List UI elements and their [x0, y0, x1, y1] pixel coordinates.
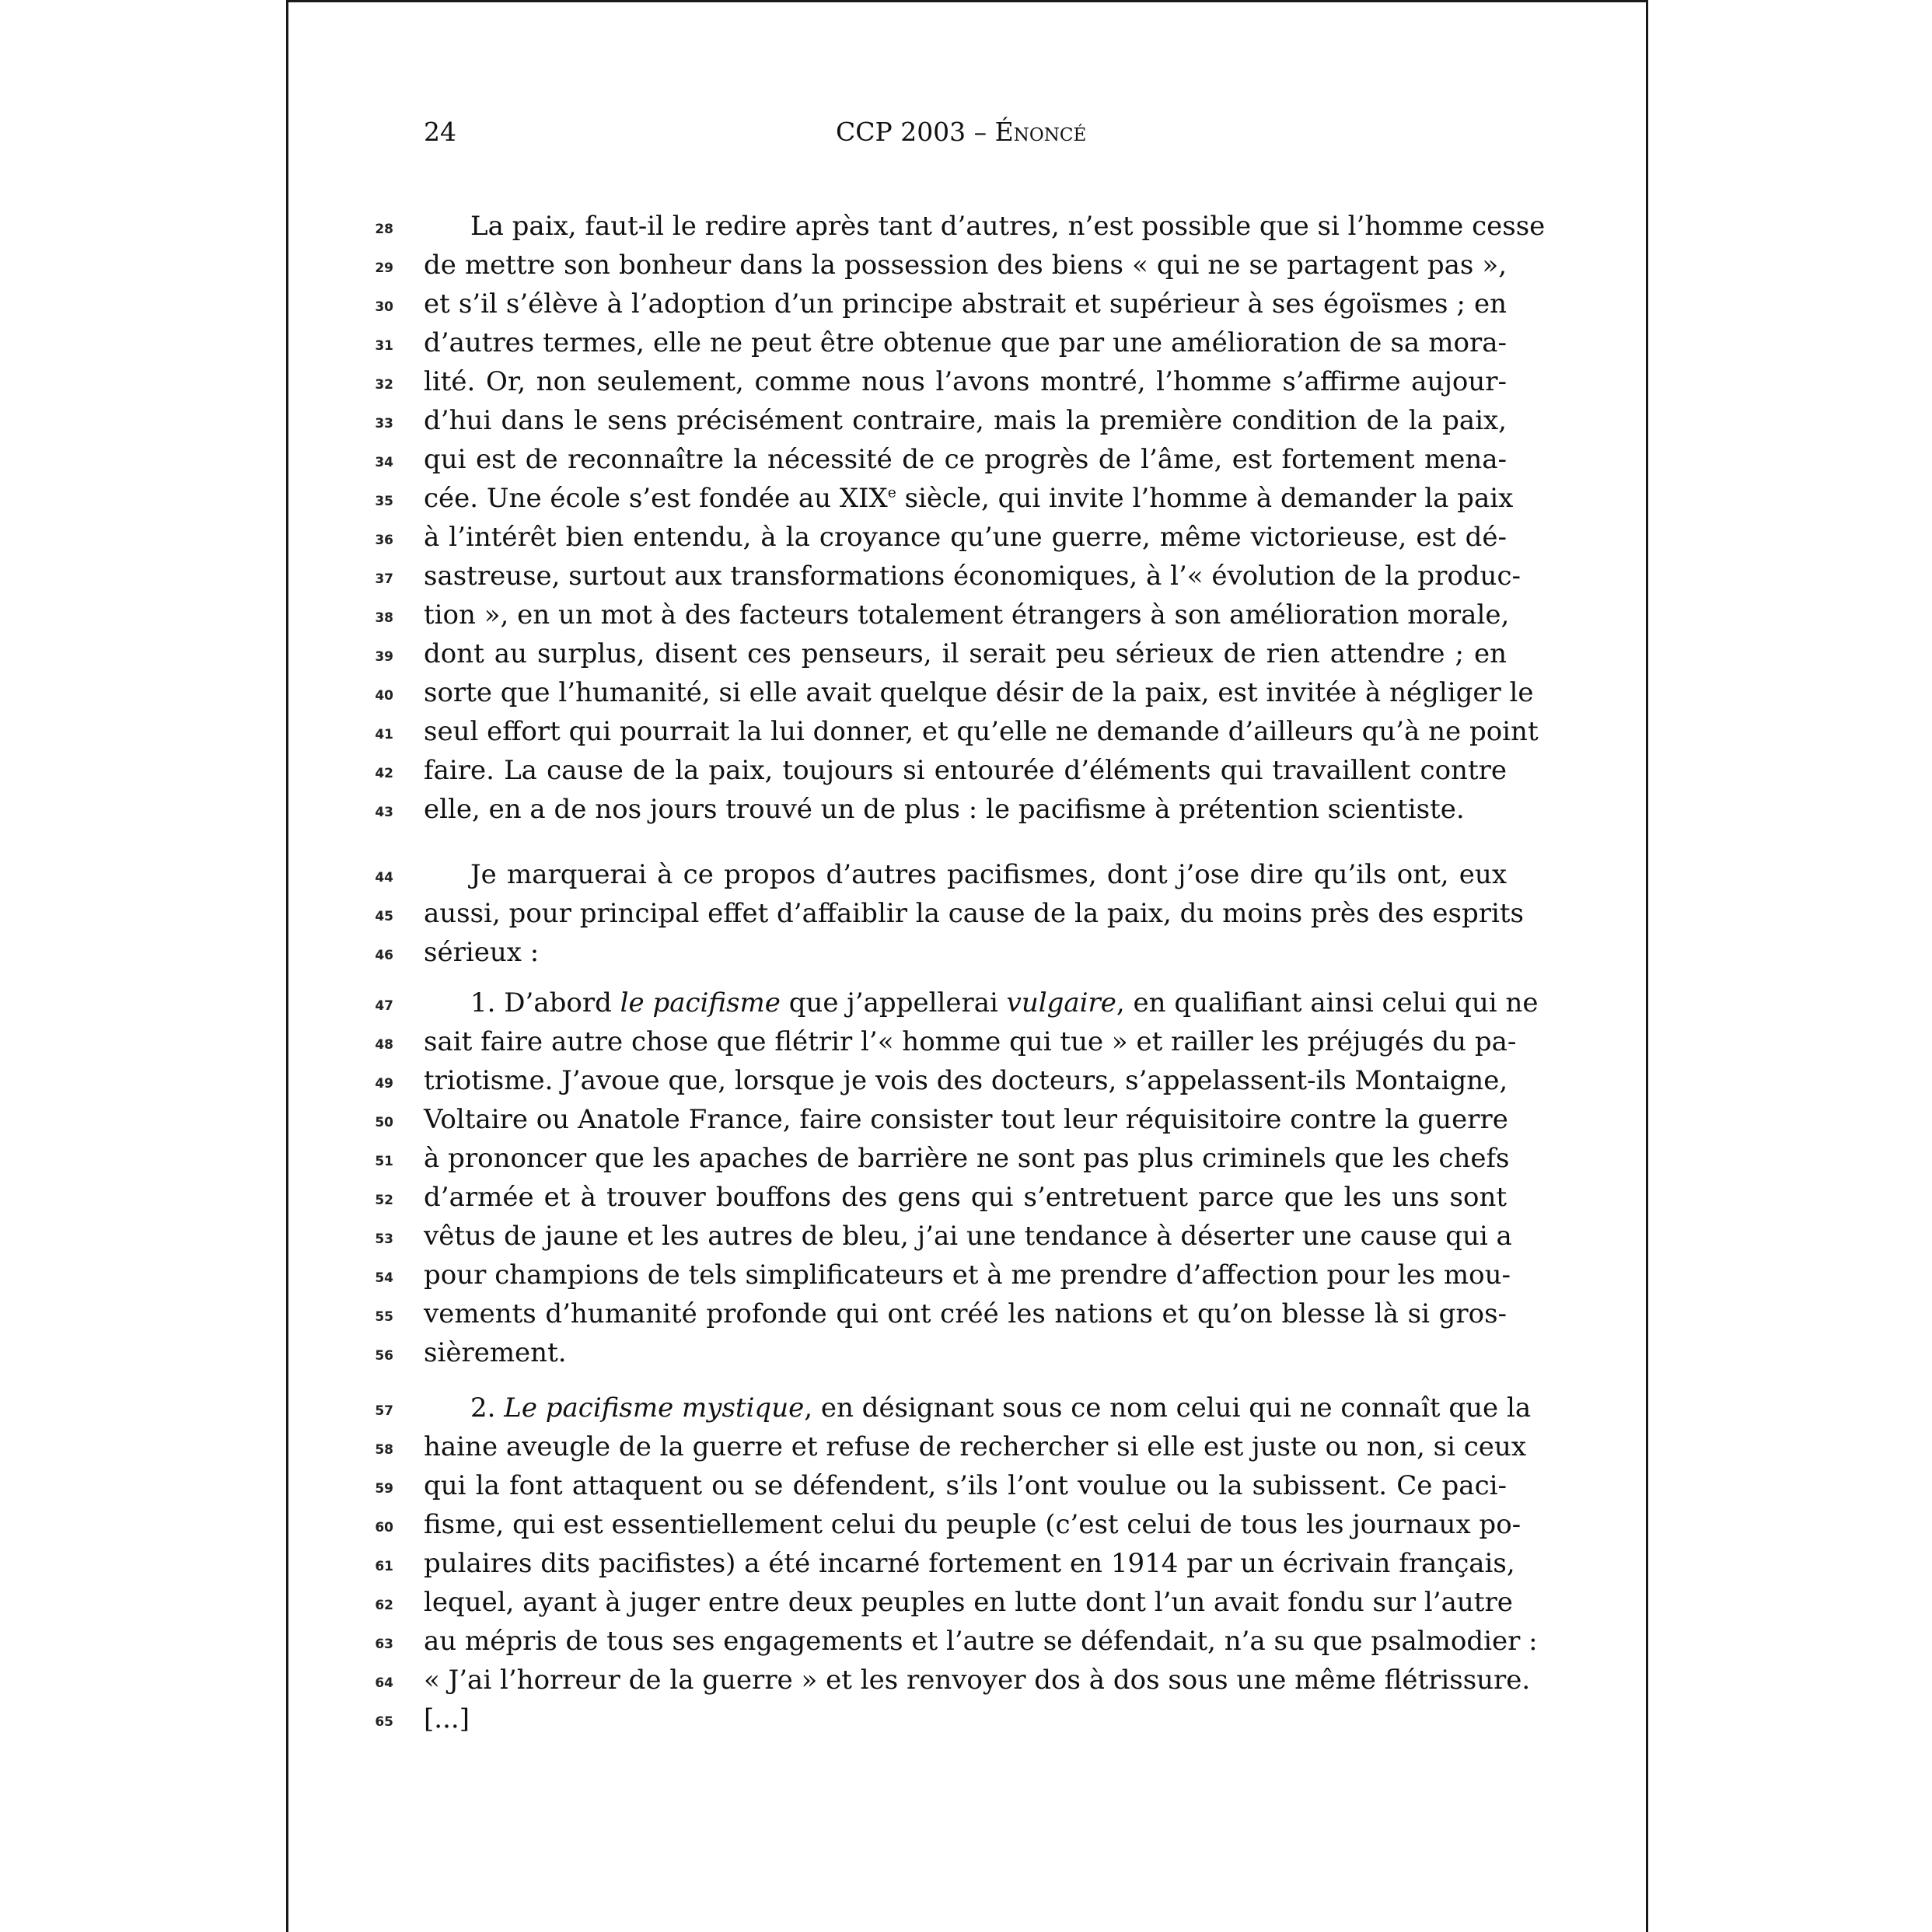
running-header	[836, 117, 1086, 147]
line-number: 47	[375, 998, 393, 1014]
text-line: au mépris de tous ses engagements et l’autre se défendait, n’a su que psalmodier :	[424, 1626, 1538, 1657]
line-number: 49	[375, 1076, 393, 1092]
line-number: 43	[375, 805, 393, 820]
line-number: 39	[375, 649, 393, 665]
line-number: 31	[375, 338, 393, 354]
running-header-main: CCP 2003 – É	[836, 117, 1014, 147]
line-number: 61	[375, 1559, 393, 1574]
line-number: 37	[375, 571, 393, 587]
text-run: 2.	[470, 1392, 505, 1424]
text-line: Je marquerai à ce propos d’autres pacifismes, dont j’ose dire qu’ils ont, eux	[470, 859, 1507, 890]
line-number: 46	[375, 948, 393, 963]
text-line: sait faire autre chose que flétrir l’« homme qui tue » et railler les préjugés du pa-	[424, 1026, 1517, 1057]
line-number: 34	[375, 455, 393, 470]
text-line: d’hui dans le sens précisément contraire, mais la première condition de la paix,	[424, 405, 1507, 436]
text-line	[424, 1392, 1532, 1424]
line-number: 35	[375, 494, 393, 509]
text-line: sorte que l’humanité, si elle avait quelque désir de la paix, est invitée à négliger le	[424, 677, 1534, 708]
line-number: 29	[375, 260, 393, 276]
text-line: fisme, qui est essentiellement celui du peuple (c’est celui de tous les journaux po-	[424, 1509, 1521, 1540]
text-line: « J’ai l’horreur de la guerre » et les renvoyer dos à dos sous une même flétrissure.	[424, 1665, 1531, 1696]
text-run: 1. D’abord	[470, 987, 620, 1018]
line-number: 36	[375, 533, 393, 548]
line-number: 30	[375, 299, 393, 315]
text-line: sérieux :	[424, 937, 540, 968]
italic-term: vulgaire	[1006, 987, 1116, 1018]
line-number: 54	[375, 1270, 393, 1286]
line-number: 32	[375, 377, 393, 393]
text-line: Voltaire ou Anatole France, faire consister tout leur réquisitoire contre la guerre	[424, 1104, 1508, 1135]
line-number: 42	[375, 766, 393, 781]
line-number: 65	[375, 1714, 393, 1730]
text-line: vements d’humanité profonde qui ont créé les nations et qu’on blesse là si gros-	[424, 1298, 1507, 1329]
text-line: qui est de reconnaître la nécessité de ce progrès de l’âme, est fortement mena-	[424, 444, 1507, 475]
line-number: 57	[375, 1403, 393, 1419]
text-line: vêtus de jaune et les autres de bleu, j’ai une tendance à déserter une cause qui a	[424, 1221, 1512, 1252]
line-number: 60	[375, 1520, 393, 1535]
text-run: siècle, qui invite l’homme à demander la paix	[896, 483, 1514, 514]
text-line: et s’il s’élève à l’adoption d’un principe abstrait et supérieur à ses égoïsmes ; en	[424, 288, 1507, 320]
text-line: faire. La cause de la paix, toujours si entourée d’éléments qui travaillent contre	[424, 755, 1507, 786]
superscript: e	[887, 484, 896, 501]
line-number: 53	[375, 1232, 393, 1247]
line-number: 40	[375, 688, 393, 704]
line-number: 33	[375, 416, 393, 431]
text-line: d’armée et à trouver bouffons des gens qui s’entretuent parce que les uns sont	[424, 1182, 1507, 1213]
line-number: 38	[375, 610, 393, 626]
text-line: seul effort qui pourrait la lui donner, et qu’elle ne demande d’ailleurs qu’à ne point	[424, 716, 1539, 747]
text-line: triotisme. J’avoue que, lorsque je vois des docteurs, s’appelassent-ils Montaigne,	[424, 1065, 1508, 1096]
line-number: 63	[375, 1637, 393, 1652]
text-line: aussi, pour principal effet d’affaiblir la cause de la paix, du moins près des esprits	[424, 898, 1524, 929]
text-line: qui la font attaquent ou se défendent, s’ils l’ont voulue ou la subissent. Ce paci-	[424, 1470, 1507, 1501]
text-run: , en désignant sous ce nom celui qui ne connaît que la	[804, 1392, 1532, 1424]
text-run: , en qualifiant ainsi celui qui ne	[1116, 987, 1539, 1018]
text-line: pulaires dits pacifistes) a été incarné fortement en 1914 par un écrivain français,	[424, 1548, 1515, 1579]
text-line: pour champions de tels simplificateurs et à me prendre d’affection pour les mou-	[424, 1259, 1511, 1291]
italic-term: Le pacifisme mystique	[504, 1392, 805, 1424]
text-line	[424, 483, 1514, 514]
text-line: lité. Or, non seulement, comme nous l’avons montré, l’homme s’affirme aujour-	[424, 366, 1507, 397]
line-number: 50	[375, 1115, 393, 1130]
text-line: à l’intérêt bien entendu, à la croyance qu’une guerre, même victorieuse, est dé-	[424, 522, 1507, 553]
text-line: à prononcer que les apaches de barrière ne sont pas plus criminels que les chefs	[424, 1143, 1510, 1174]
text-line: d’autres termes, elle ne peut être obtenue que par une amélioration de sa mora-	[424, 327, 1507, 358]
line-number: 56	[375, 1348, 393, 1364]
text-line	[424, 987, 1539, 1018]
line-number: 52	[375, 1193, 393, 1208]
line-number: 51	[375, 1154, 393, 1169]
line-number: 28	[375, 222, 393, 237]
text-line: haine aveugle de la guerre et refuse de rechercher si elle est juste ou non, si ceux	[424, 1431, 1526, 1462]
line-number: 59	[375, 1481, 393, 1497]
text-line: tion », en un mot à des facteurs totalement étrangers à son amélioration morale,	[424, 599, 1510, 631]
italic-term: le pacifisme	[620, 987, 781, 1018]
line-number: 62	[375, 1598, 393, 1613]
text-line: sièrement.	[424, 1337, 567, 1368]
page-number: 24	[424, 117, 456, 147]
text-line: de mettre son bonheur dans la possession des biens « qui ne se partagent pas »,	[424, 250, 1507, 281]
text-line: sastreuse, surtout aux transformations économiques, à l’« évolution de la produc-	[424, 561, 1521, 592]
running-header-smallcaps: noncé	[1013, 117, 1087, 147]
text-run: cée. Une école s’est fondée au XIX	[424, 483, 888, 514]
text-run: que j’appellerai	[780, 987, 1007, 1018]
text-line: La paix, faut-il le redire après tant d’autres, n’est possible que si l’homme cesse	[470, 211, 1546, 242]
line-number: 41	[375, 727, 393, 742]
line-number: 55	[375, 1309, 393, 1325]
line-number: 48	[375, 1037, 393, 1053]
text-line: [...]	[424, 1703, 470, 1735]
text-line: lequel, ayant à juger entre deux peuples en lutte dont l’un avait fondu sur l’autre	[424, 1587, 1513, 1618]
line-number: 44	[375, 870, 393, 886]
line-number: 64	[375, 1675, 393, 1691]
line-number: 58	[375, 1442, 393, 1458]
text-line: elle, en a de nos jours trouvé un de plus : le pacifisme à prétention scientiste.	[424, 794, 1465, 825]
line-number: 45	[375, 909, 393, 924]
text-line: dont au surplus, disent ces penseurs, il serait peu sérieux de rien attendre ; en	[424, 638, 1507, 669]
